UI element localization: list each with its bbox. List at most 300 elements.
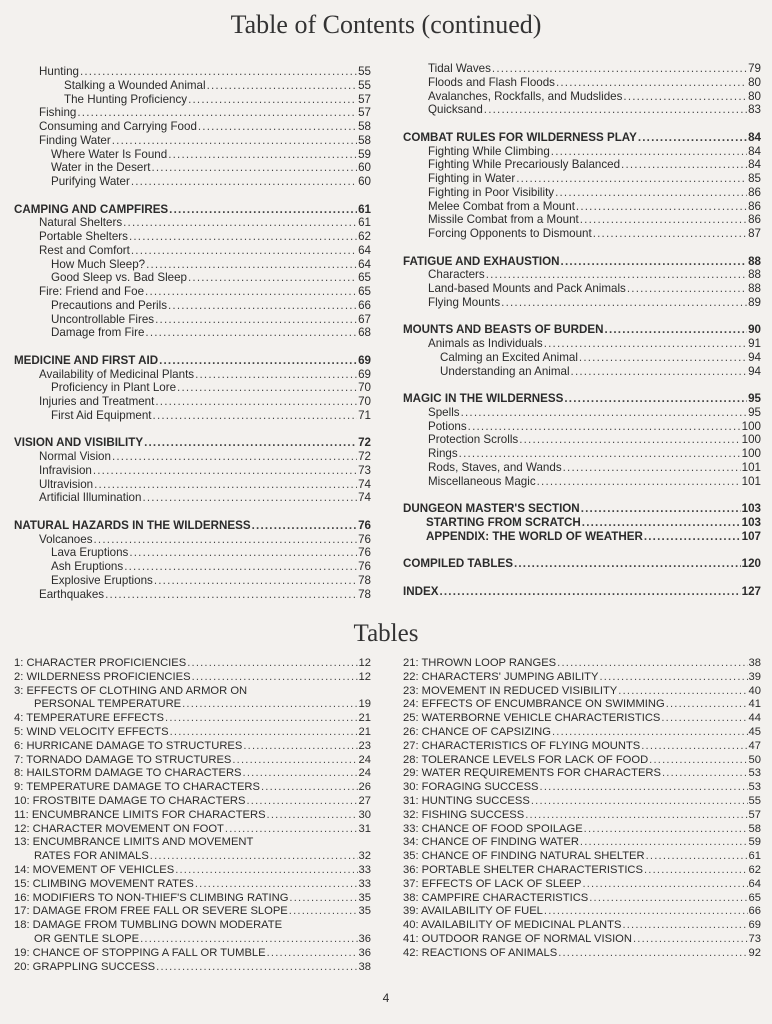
dot-leader — [192, 671, 358, 685]
dot-leader — [561, 255, 748, 269]
entry-page: 120 — [741, 557, 761, 570]
entry-page: 101 — [741, 474, 761, 488]
toc-entry — [14, 381, 371, 395]
entry-page: 41 — [748, 698, 761, 711]
dot-leader — [540, 781, 748, 795]
entry-page: 78 — [358, 573, 371, 587]
dot-leader — [593, 227, 747, 241]
entry-title: COMPILED TABLES — [403, 557, 513, 570]
table-entry — [403, 892, 761, 906]
dot-leader — [232, 754, 357, 768]
entry-title: 33: CHANCE OF FOOD SPOILAGE — [403, 822, 583, 835]
entry-page: 74 — [358, 477, 371, 491]
table-entry — [14, 878, 371, 892]
toc-entry — [14, 134, 371, 148]
dot-leader — [555, 186, 747, 200]
table-entry — [403, 836, 761, 850]
entry-page: 44 — [748, 712, 761, 725]
toc-entry — [14, 216, 371, 230]
entry-page: 92 — [748, 946, 761, 959]
toc-entry — [403, 90, 761, 104]
entry-page: 80 — [748, 75, 761, 89]
entry-page: 95 — [748, 392, 761, 405]
entry-page: 64 — [748, 877, 761, 890]
entry-page: 58 — [358, 133, 371, 147]
entry-title: 19: CHANCE OF STOPPING A FALL OR TUMBLE — [14, 946, 266, 959]
entry-page: 65 — [358, 285, 371, 298]
dot-leader — [537, 475, 741, 489]
entry-page: 61 — [358, 202, 371, 216]
table-entry — [14, 809, 371, 823]
entry-title: 16: MODIFIERS TO NON-THIEF'S CLIMBING RATING — [14, 891, 289, 904]
entry-title: 40: AVAILABILITY OF MEDICINAL PLANTS — [403, 919, 622, 932]
toc-entry — [14, 65, 371, 79]
entry-title: PERSONAL TEMPERATURE — [34, 698, 182, 711]
dot-leader — [666, 698, 748, 712]
entry-page: 69 — [748, 919, 761, 932]
entry-title: Damage from Fire — [51, 326, 145, 340]
table-entry — [403, 850, 761, 864]
entry-title: Ash Eruptions — [51, 560, 124, 573]
dot-leader — [198, 120, 357, 134]
entry-page: 66 — [748, 905, 761, 918]
dot-leader — [486, 268, 747, 282]
toc-entry — [403, 351, 761, 365]
dot-leader — [584, 823, 748, 837]
table-entry — [14, 961, 371, 975]
dot-leader — [154, 574, 357, 588]
dot-leader — [605, 323, 748, 337]
entry-page: 84 — [748, 130, 761, 144]
toc-entry — [14, 244, 371, 258]
entry-title: Hunting — [39, 65, 79, 78]
entry-page: 84 — [748, 158, 761, 172]
dot-leader — [145, 285, 357, 299]
table-entry — [403, 919, 761, 933]
entry-page: 38 — [358, 960, 371, 973]
dot-leader — [144, 436, 357, 450]
entry-title: VISION AND VISIBILITY — [14, 436, 144, 450]
dot-leader — [267, 809, 358, 823]
toc-entry — [403, 365, 761, 379]
table-entry — [403, 712, 761, 726]
entry-title: How Much Sleep? — [51, 257, 146, 271]
entry-title: Good Sleep vs. Bad Sleep — [51, 271, 187, 285]
dot-leader — [155, 313, 357, 327]
entry-title: Rest and Comfort — [39, 243, 130, 257]
toc-entry — [403, 145, 761, 159]
entry-title: 9: TEMPERATURE DAMAGE TO CHARACTERS — [14, 781, 260, 794]
toc-entry — [14, 203, 371, 217]
entry-page: 70 — [358, 381, 371, 395]
dot-leader — [168, 299, 357, 313]
entry-page: 127 — [741, 584, 761, 598]
toc-entry — [403, 62, 761, 76]
entry-title: First Aid Equipment — [51, 408, 152, 422]
entry-page: 69 — [358, 353, 371, 367]
dot-leader — [289, 892, 357, 906]
dot-leader — [514, 557, 741, 571]
toc-entry — [403, 296, 761, 310]
entry-title: 35: CHANCE OF FINDING NATURAL SHELTER — [403, 850, 645, 863]
entry-title: Fighting in Poor Visibility — [428, 185, 555, 199]
entry-page: 50 — [748, 753, 761, 766]
dot-leader — [182, 698, 357, 712]
table-entry — [403, 685, 761, 699]
dot-leader — [551, 145, 747, 159]
entry-page: 89 — [748, 295, 761, 309]
entry-page: 80 — [748, 89, 761, 103]
table-entry — [14, 947, 371, 961]
entry-page: 21 — [358, 712, 371, 725]
dot-leader — [252, 519, 357, 533]
toc-entry — [403, 475, 761, 489]
table-entry — [14, 892, 371, 906]
entry-page: 86 — [748, 213, 761, 227]
dot-leader — [131, 244, 357, 258]
entry-title: Availability of Medicinal Plants — [39, 367, 195, 381]
entry-title: 31: HUNTING SUCCESS — [403, 794, 530, 807]
dot-leader — [516, 172, 747, 186]
entry-title: 5: WIND VELOCITY EFFECTS — [14, 725, 169, 738]
table-entry — [14, 767, 371, 781]
entry-page: 57 — [358, 106, 371, 120]
entry-page: 94 — [748, 364, 761, 378]
dot-leader — [661, 712, 747, 726]
entry-title: 27: CHARACTERISTICS OF FLYING MOUNTS — [403, 739, 641, 752]
toc-entry — [403, 502, 761, 516]
entry-page: 33 — [358, 877, 371, 890]
dot-leader — [170, 726, 358, 740]
dot-leader — [77, 106, 357, 120]
entry-page: 69 — [358, 367, 371, 381]
entry-title: 26: CHANCE OF CAPSIZING — [403, 725, 551, 738]
entry-page: 32 — [358, 850, 371, 863]
dot-leader — [492, 62, 747, 76]
toc-entry — [14, 533, 371, 547]
entry-page: 58 — [748, 822, 761, 835]
dot-leader — [582, 878, 747, 892]
toc-entry — [403, 255, 761, 269]
toc-entry — [403, 447, 761, 461]
toc-entry — [403, 530, 761, 544]
entry-title: Potions — [428, 419, 467, 433]
entry-page: 21 — [358, 725, 371, 738]
entry-page: 95 — [748, 405, 761, 419]
toc-entry — [14, 519, 371, 533]
entry-title: 14: MOVEMENT OF VEHICLES — [14, 863, 175, 876]
toc-entry — [14, 354, 371, 368]
dot-leader — [207, 79, 358, 93]
entry-page: 87 — [748, 227, 761, 240]
entry-page: 78 — [358, 587, 371, 601]
entry-title: 12: CHARACTER MOVEMENT ON FOOT — [14, 822, 224, 835]
entry-title: Volcanoes — [39, 532, 93, 546]
toc-entry — [403, 420, 761, 434]
entry-title: 23: MOVEMENT IN REDUCED VISIBILITY — [403, 684, 618, 697]
entry-page: 55 — [748, 794, 761, 807]
entry-title: Calming an Excited Animal — [440, 350, 578, 364]
toc-entry — [14, 436, 371, 450]
entry-page: 76 — [358, 546, 371, 560]
toc-entry — [14, 161, 371, 175]
dot-leader — [638, 131, 747, 145]
entry-title: 8: HAILSTORM DAMAGE TO CHARACTERS — [14, 767, 242, 780]
entry-page: 64 — [358, 257, 371, 271]
dot-leader — [140, 933, 357, 947]
dot-leader — [146, 258, 357, 272]
dot-leader — [556, 76, 747, 90]
table-entry — [14, 823, 371, 837]
entry-page: 103 — [741, 515, 761, 529]
entry-title: Lava Eruptions — [51, 546, 129, 560]
entry-page: 73 — [358, 463, 371, 477]
table-entry — [403, 698, 761, 712]
entry-page: 27 — [358, 794, 371, 807]
entry-page: 60 — [358, 161, 371, 175]
table-entry — [14, 671, 371, 685]
dot-leader — [649, 754, 747, 768]
entry-title: Understanding an Animal — [440, 364, 570, 378]
dot-leader — [525, 809, 747, 823]
dot-leader — [112, 450, 357, 464]
table-entry — [403, 740, 761, 754]
dot-leader — [177, 381, 357, 395]
entry-page: 84 — [748, 144, 761, 158]
dot-leader — [129, 546, 357, 560]
toc-entry — [14, 175, 371, 189]
entry-page: 26 — [358, 781, 371, 794]
entry-title: Melee Combat from a Mount — [428, 199, 575, 213]
toc-entry — [403, 392, 761, 406]
dot-leader — [564, 392, 747, 406]
entry-page: 53 — [748, 781, 761, 794]
dot-leader — [105, 588, 357, 602]
entry-page: 72 — [358, 450, 371, 463]
dot-leader — [169, 203, 357, 217]
entry-title: Explosive Eruptions — [51, 573, 153, 587]
entry-title: 21: THROWN LOOP RANGES — [403, 657, 557, 669]
table-entry — [14, 754, 371, 768]
entry-page: 88 — [748, 282, 761, 295]
toc-entry — [14, 299, 371, 313]
entry-page: 94 — [748, 350, 761, 364]
dot-leader — [627, 282, 747, 296]
entry-title: Stalking a Wounded Animal — [64, 78, 206, 92]
entry-page: 36 — [358, 946, 371, 959]
entry-page: 100 — [741, 447, 761, 460]
toc-entry — [14, 478, 371, 492]
dot-leader — [618, 685, 747, 699]
entry-title: Spells — [428, 405, 460, 419]
dot-leader — [557, 657, 747, 671]
entry-title: Quicksand — [428, 103, 483, 117]
tables-column-right — [403, 657, 761, 961]
entry-page: 61 — [748, 850, 761, 863]
entry-title: COMBAT RULES FOR WILDERNESS PLAY — [403, 130, 637, 144]
dot-leader — [195, 368, 357, 382]
dot-leader — [156, 961, 357, 975]
dot-leader — [195, 878, 358, 892]
entry-page: 35 — [358, 891, 371, 904]
dot-leader — [142, 491, 357, 505]
entry-page: 58 — [358, 120, 371, 133]
table-entry — [14, 726, 371, 740]
table-entry — [14, 795, 371, 809]
dot-leader — [131, 175, 357, 189]
entry-page: 68 — [358, 326, 371, 340]
dot-leader — [123, 216, 357, 230]
entry-title: Fire: Friend and Foe — [39, 285, 145, 298]
dot-leader — [623, 90, 747, 104]
entry-title: 28: TOLERANCE LEVELS FOR LACK OF FOOD — [403, 753, 649, 766]
entry-title: 11: ENCUMBRANCE LIMITS FOR CHARACTERS — [14, 808, 266, 821]
entry-title: Earthquakes — [39, 587, 105, 601]
entry-title: Water in the Desert — [51, 161, 151, 175]
entry-page: 53 — [748, 767, 761, 780]
entry-page: 71 — [358, 408, 371, 422]
contents-column-left — [14, 65, 371, 601]
toc-entry — [403, 131, 761, 145]
entry-page: 86 — [748, 199, 761, 213]
toc-entry — [14, 285, 371, 299]
entry-title: 32: FISHING SUCCESS — [403, 808, 525, 821]
table-entry: 18: DAMAGE FROM TUMBLING DOWN MODERATE — [14, 919, 283, 932]
entry-page: 60 — [358, 175, 371, 188]
entry-page: 76 — [358, 532, 371, 546]
entry-page: 33 — [358, 863, 371, 876]
toc-entry — [403, 227, 761, 241]
toc-entry — [403, 76, 761, 90]
entry-title: Portable Shelters — [39, 230, 128, 243]
entry-page: 24 — [358, 767, 371, 780]
page-title: Table of Contents (continued) — [230, 10, 542, 39]
entry-title: MAGIC IN THE WILDERNESS — [403, 392, 564, 405]
entry-page: 59 — [358, 147, 371, 161]
table-entry: 13: ENCUMBRANCE LIMITS AND MOVEMENT — [14, 836, 254, 849]
entry-page: 83 — [748, 103, 761, 117]
entry-page: 40 — [748, 684, 761, 697]
entry-title: Fighting While Precariously Balanced — [428, 158, 621, 172]
page-number: 4 — [382, 991, 390, 1005]
table-entry — [403, 933, 761, 947]
toc-entry — [14, 409, 371, 423]
entry-page: 19 — [358, 698, 371, 711]
entry-page: 55 — [358, 65, 371, 78]
table-entry — [403, 726, 761, 740]
toc-entry — [403, 172, 761, 186]
toc-entry — [14, 148, 371, 162]
entry-title: Artificial Illumination — [39, 491, 142, 505]
entry-title: Protection Scrolls — [428, 433, 519, 447]
entry-page: 57 — [748, 808, 761, 821]
dot-leader — [439, 585, 740, 599]
dot-leader — [188, 93, 357, 107]
entry-title: Injuries and Treatment — [39, 395, 155, 408]
table-entry — [403, 795, 761, 809]
entry-title: CAMPING AND CAMPFIRES — [14, 202, 169, 216]
toc-entry — [14, 120, 371, 134]
dot-leader — [563, 461, 741, 475]
entry-page: 100 — [741, 419, 761, 433]
entry-title: Normal Vision — [39, 450, 111, 463]
entry-title: INDEX — [403, 584, 439, 598]
dot-leader — [225, 823, 358, 837]
entry-page: 57 — [358, 92, 371, 106]
table-entry — [403, 809, 761, 823]
entry-page: 36 — [358, 932, 371, 945]
dot-leader — [544, 337, 747, 351]
entry-title: Tidal Waves — [428, 62, 491, 75]
toc-entry — [14, 271, 371, 285]
entry-page: 12 — [358, 670, 371, 683]
dot-leader — [243, 767, 358, 781]
entry-page: 38 — [748, 657, 761, 669]
entry-title: Missile Combat from a Mount — [428, 213, 579, 227]
entry-page: 103 — [741, 502, 761, 515]
entry-title: Precautions and Perils — [51, 298, 167, 312]
toc-entry — [403, 213, 761, 227]
entry-page: 65 — [748, 891, 761, 904]
toc-entry — [14, 230, 371, 244]
entry-title: Ultravision — [39, 477, 94, 491]
entry-title: Fighting in Water — [428, 172, 516, 185]
entry-title: 39: AVAILABILITY OF FUEL — [403, 905, 543, 918]
entry-title: APPENDIX: THE WORLD OF WEATHER — [426, 529, 643, 543]
toc-entry — [403, 433, 761, 447]
tables-column-left — [14, 657, 371, 974]
entry-page: 70 — [358, 395, 371, 408]
entry-title: Infravision — [39, 463, 92, 477]
dot-leader — [582, 516, 741, 530]
dot-leader — [580, 213, 747, 227]
entry-title: 22: CHARACTERS' JUMPING ABILITY — [403, 670, 599, 683]
dot-leader — [175, 864, 357, 878]
entry-page: 86 — [748, 185, 761, 199]
table-entry — [14, 933, 371, 947]
entry-title: Proficiency in Plant Lore — [51, 381, 177, 395]
entry-title: Uncontrollable Fires — [51, 312, 155, 326]
dot-leader — [662, 767, 748, 781]
table-entry — [403, 754, 761, 768]
table-entry — [14, 712, 371, 726]
entry-page: 72 — [358, 436, 371, 450]
entry-title: 24: EFFECTS OF ENCUMBRANCE ON SWIMMING — [403, 698, 665, 711]
dot-leader — [187, 657, 357, 671]
dot-leader — [644, 864, 748, 878]
table-entry — [403, 781, 761, 795]
dot-leader — [159, 354, 357, 368]
entry-page: 23 — [358, 739, 371, 752]
toc-entry — [14, 546, 371, 560]
entry-title: MEDICINE AND FIRST AID — [14, 353, 159, 367]
dot-leader — [531, 795, 748, 809]
toc-entry — [14, 368, 371, 382]
toc-entry — [403, 337, 761, 351]
table-entry — [14, 657, 371, 671]
entry-title: 15: CLIMBING MOVEMENT RATES — [14, 877, 194, 890]
dot-leader — [484, 103, 747, 117]
dot-leader — [112, 134, 357, 148]
dot-leader — [267, 947, 358, 961]
toc-entry — [14, 258, 371, 272]
entry-title: MOUNTS AND BEASTS OF BURDEN — [403, 323, 604, 337]
dot-leader — [150, 850, 358, 864]
entry-page: 55 — [358, 78, 371, 92]
toc-entry — [403, 200, 761, 214]
entry-title: Flying Mounts — [428, 295, 501, 309]
dot-leader — [579, 351, 747, 365]
